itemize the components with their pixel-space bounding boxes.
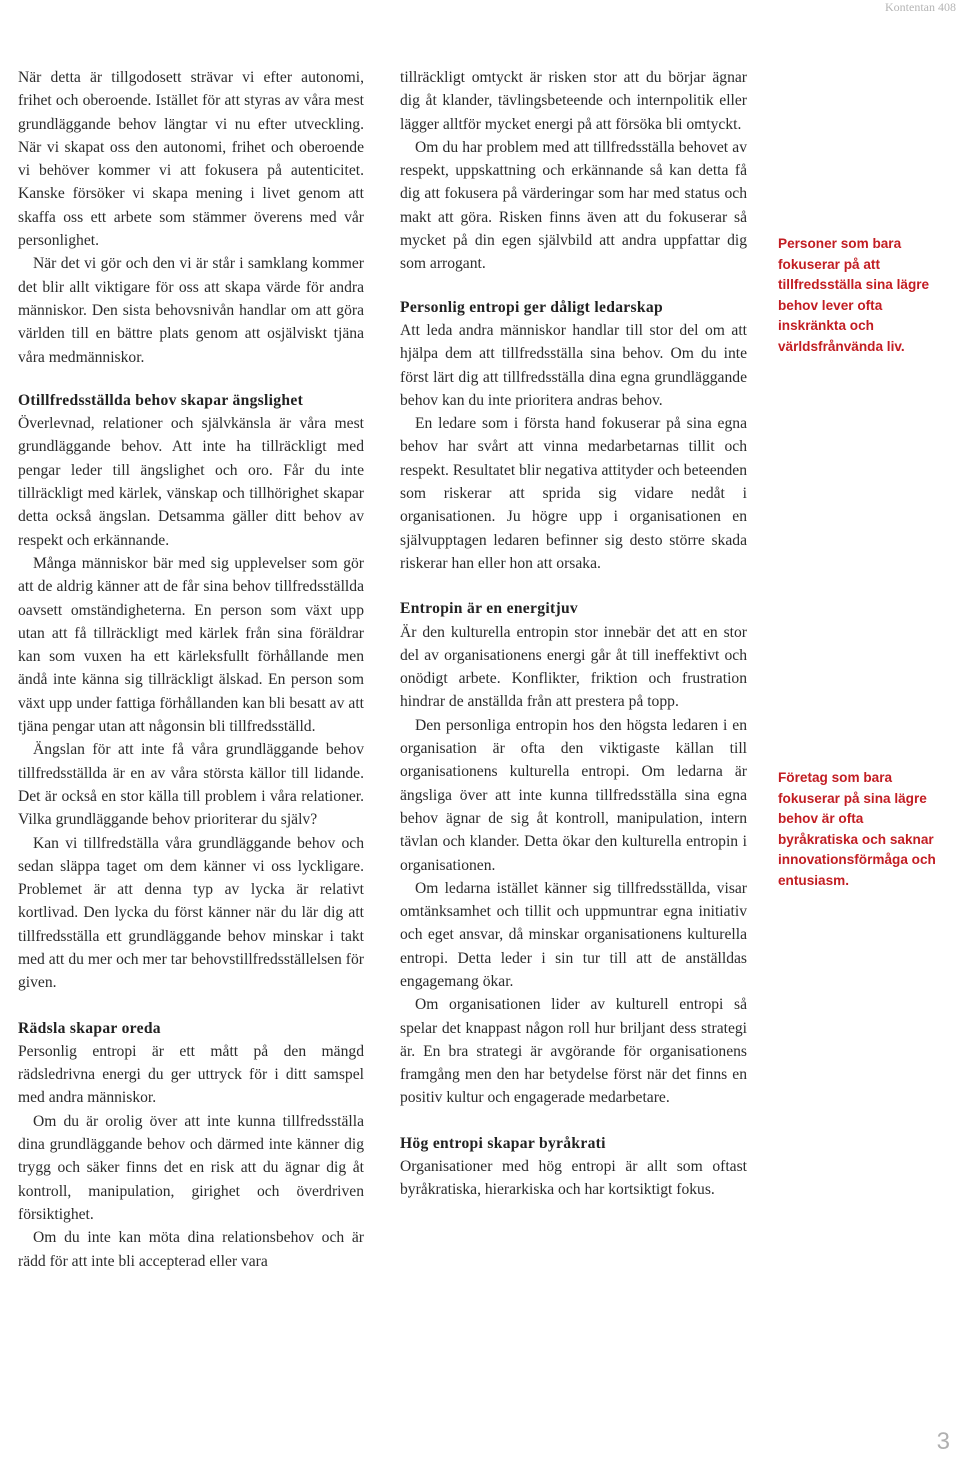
paragraph: När detta är tillgodosett strävar vi efter autonomi, frihet och oberoende. Istället för att styras av våra mest grundläggande behov längtar vi nu efter utveckling. När vi skapat oss den autonomi, frihet och oberoende vi behöver kommer vi att fokusera på autenticitet. Kanske försöker vi skapa mening i livet genom att skaffa oss ett arbete som stämmer överens med vår personlighet. (18, 69, 364, 250)
paragraph: Överlevnad, relationer och självkänsla är våra mest grundläggande behov. Att inte ha tillräckligt med pengar leder till ängslighet och oro. Får du inte tillräckligt med kärlek, vänskap och tillhörighet skapar detta också ängslan. Detsamma gäller ditt behov av respekt och erkännande. (18, 415, 364, 549)
paragraph: Om organisationen lider av kulturell entropi så spelar det knappast någon roll hur briljant dess strategi är. En bra strategi är avgörande för organisationens framgång men den har betydelse först när det finns en positiv kultur och engagerade medarbetare. (400, 996, 747, 1107)
middle-column (400, 66, 747, 1202)
paragraph: Ängslan för att inte få våra grundläggande behov tillfredsställda är en av våra största källor till lidande. Det är också en stor källa till problem i våra relationer. Vilka grundläggande behov prioriterar du själv? (18, 741, 364, 829)
paragraph: Att leda andra människor handlar till stor del om att hjälpa dem att tillfredsställa sina behov. Om du inte först lärt dig att tillfredsställa dina egna grundläggande behov kan du inte prioritera andras behov. (400, 321, 747, 409)
paragraph: Om du är orolig över att inte kunna tillfredsställa dina grundläggande behov och därmed inte känner dig trygg och säker finns det en risk att du ägnar dig åt kontroll, manipulation, girighet och överdriven försiktighet. (18, 1112, 364, 1223)
section-heading: Otillfredsställda behov skapar ängslighet (18, 391, 304, 409)
paragraph: Är den kulturella entropin stor innebär det att en stor del av organisationens energi går åt till ineffektivt och onödigt arbete. Konflikter, friktion och frustration hindrar de anställda från att prestera på topp. (400, 623, 747, 711)
paragraph: Kan vi tillfredställa våra grundläggande behov och sedan släppa taget om dem känner vi oss lyckligare. Problemet är att denna typ av lycka är relativt kortlivad. Den lycka du först känner när du lär dig att tillfredsställa ett grundläggande behov minskar i takt med att du mer och mer tar behovstillfredsställelsen för given. (18, 834, 364, 992)
left-column (18, 66, 364, 1273)
section-heading: Rädsla skapar oreda (18, 1019, 161, 1037)
paragraph: När det vi gör och den vi är står i samklang kommer det blir allt viktigare för oss att skapa värde för andra människor. Den sista behovsnivån handlar om att göra världen till en bättre plats genom att osjälviskt tjäna våra medmänniskor. (18, 255, 364, 366)
paragraph: Den personliga entropin hos den högsta ledaren i en organisation är ofta den viktigaste källan till organisationens kulturella entropi. Om ledarna är ängsliga över att inte kunna tillfredsställa sina egna behov ägnar de sig åt kontroll, manipulation, intern tävlan och klander. Detta ökar den kulturella entropin i organisationen. (400, 716, 747, 874)
paragraph: Många människor bär med sig upplevelser som gör att de aldrig känner att de får sina behov tillfredsställda oavsett omständigheterna. En person som växt upp utan att få tillräckligt med kärlek från sina föräldrar kan som vuxen ha ett kärleksfullt förhållande men ändå inte känna sig tillräckligt älskad. En person som växt upp under fattiga förhållanden kan bli besatt av att tjäna pengar utan att någonsin bli tillfredsställd. (18, 554, 364, 736)
paragraph: En ledare som i första hand fokuserar på sina egna behov har svårt att vinna medarbetarnas tillit och respekt. Resultatet blir negativa attityder och beteenden som riskerar att sprida sig vidare nedåt i organisationen. Ju högre upp i organisationen en självupptagen ledaren befinner sig desto större skada riskerar han eller hon att orsaka. (400, 415, 747, 572)
section-heading: Entropin är en energitjuv (400, 600, 579, 618)
paragraph: Personlig entropi är ett mått på den mängd rädsledrivna energi du ger uttryck för i ditt samspel med andra människor. (18, 1042, 364, 1107)
running-header: Kontentan 408 (885, 0, 956, 14)
paragraph: Organisationer med hög entropi är allt som oftast byråkratiska, hierarkiska och har kortsiktigt fokus. (400, 1158, 747, 1199)
paragraph: Om ledarna istället känner sig tillfredsställda, visar omtänksamhet och tillit och uppmuntrar egna initiativ och eget ansvar, då minskar organisationens kulturella entropi. Detta leder i sin tur till att de anställdas engagemang ökar. (400, 879, 747, 990)
section-heading: Hög entropi skapar byråkrati (400, 1134, 606, 1152)
section-heading: Personlig entropi ger dåligt ledarskap (400, 298, 663, 316)
pull-quote-2: Företag som bara fokuserar på sina lägre behov är ofta byråkratiska och saknar innovationsförmåga och entusiasm. (778, 770, 936, 888)
paragraph: Om du inte kan möta dina relationsbehov och är rädd för att inte bli accepterad eller vara (18, 1229, 364, 1270)
paragraph: tillräckligt omtyckt är risken stor att du börjar ägnar dig åt klander, tävlingsbeteende och internpolitik eller lägger alltför mycket energi på att försöka bli omtyckt. (400, 69, 747, 133)
pull-quote-1: Personer som bara fokuserar på att tillfredsställa sina lägre behov lever ofta inskränkta och världsfrånvända liv. (778, 236, 930, 354)
page-number: 3 (936, 1428, 950, 1455)
paragraph: Om du har problem med att tillfredsställa behovet av respekt, uppskattning och erkännande så kan detta få dig att fokusera på värderingar som har med status och makt att göra. Risken finns även att du fokuserar så mycket på din egen självbild att andra uppfattar dig som arrogant. (400, 138, 747, 273)
